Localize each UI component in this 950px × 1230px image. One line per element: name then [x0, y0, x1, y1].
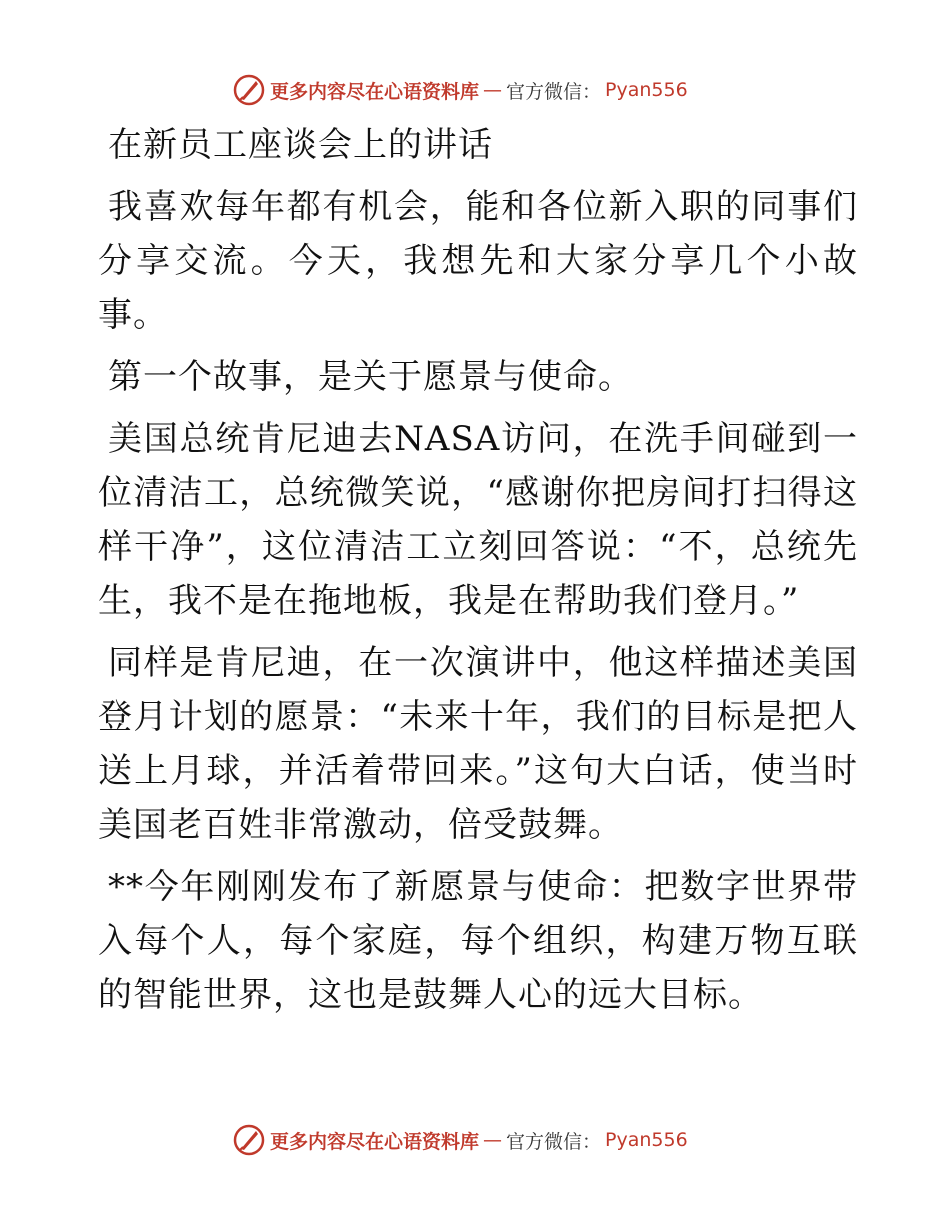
watermark-label: 官方微信： [506, 80, 602, 103]
watermark-dash: — [483, 79, 503, 101]
quill-pen-logo-icon [232, 1123, 266, 1157]
paragraph-4: 同样是肯尼迪，在一次演讲中，他这样描述美国登月计划的愿景：“未来十年，我们的目标是把人送上月球，并活着带回来。”这句大白话，使当时美国老百姓非常激动，倍受鼓舞。 [98, 643, 858, 845]
watermark-wechat-id: Pyan556 [605, 1129, 688, 1151]
paragraph-3: 美国总统肯尼迪去NASA访问，在洗手间碰到一位清洁工，总统微笑说，“感谢你把房间打扫得这样干净”，这位清洁工立刻回答说：“不，总统先生，我不是在拖地板，我是在帮助我们登月。” [98, 419, 858, 621]
watermark-site-text: 更多内容尽在心语资料库 [270, 80, 480, 103]
watermark-dash: — [483, 1129, 503, 1151]
paragraph-2: 第一个故事，是关于愿景与使命。 [108, 357, 633, 397]
document-body [98, 118, 858, 1022]
paragraph-1: 我喜欢每年都有机会，能和各位新入职的同事们分享交流。今天，我想先和大家分享几个小故事。 [98, 187, 858, 335]
header-watermark [232, 70, 688, 110]
quill-pen-logo-icon [232, 73, 266, 107]
paragraph-5: **今年刚刚发布了新愿景与使命：把数字世界带入每个人，每个家庭，每个组织，构建万物互联的智能世界，这也是鼓舞人心的远大目标。 [98, 867, 858, 1015]
watermark-label: 官方微信： [506, 1130, 602, 1153]
watermark-wechat-id: Pyan556 [605, 79, 688, 101]
document-title: 在新员工座谈会上的讲话 [108, 125, 493, 165]
footer-watermark [232, 1120, 688, 1160]
watermark-site-text: 更多内容尽在心语资料库 [270, 1130, 480, 1153]
